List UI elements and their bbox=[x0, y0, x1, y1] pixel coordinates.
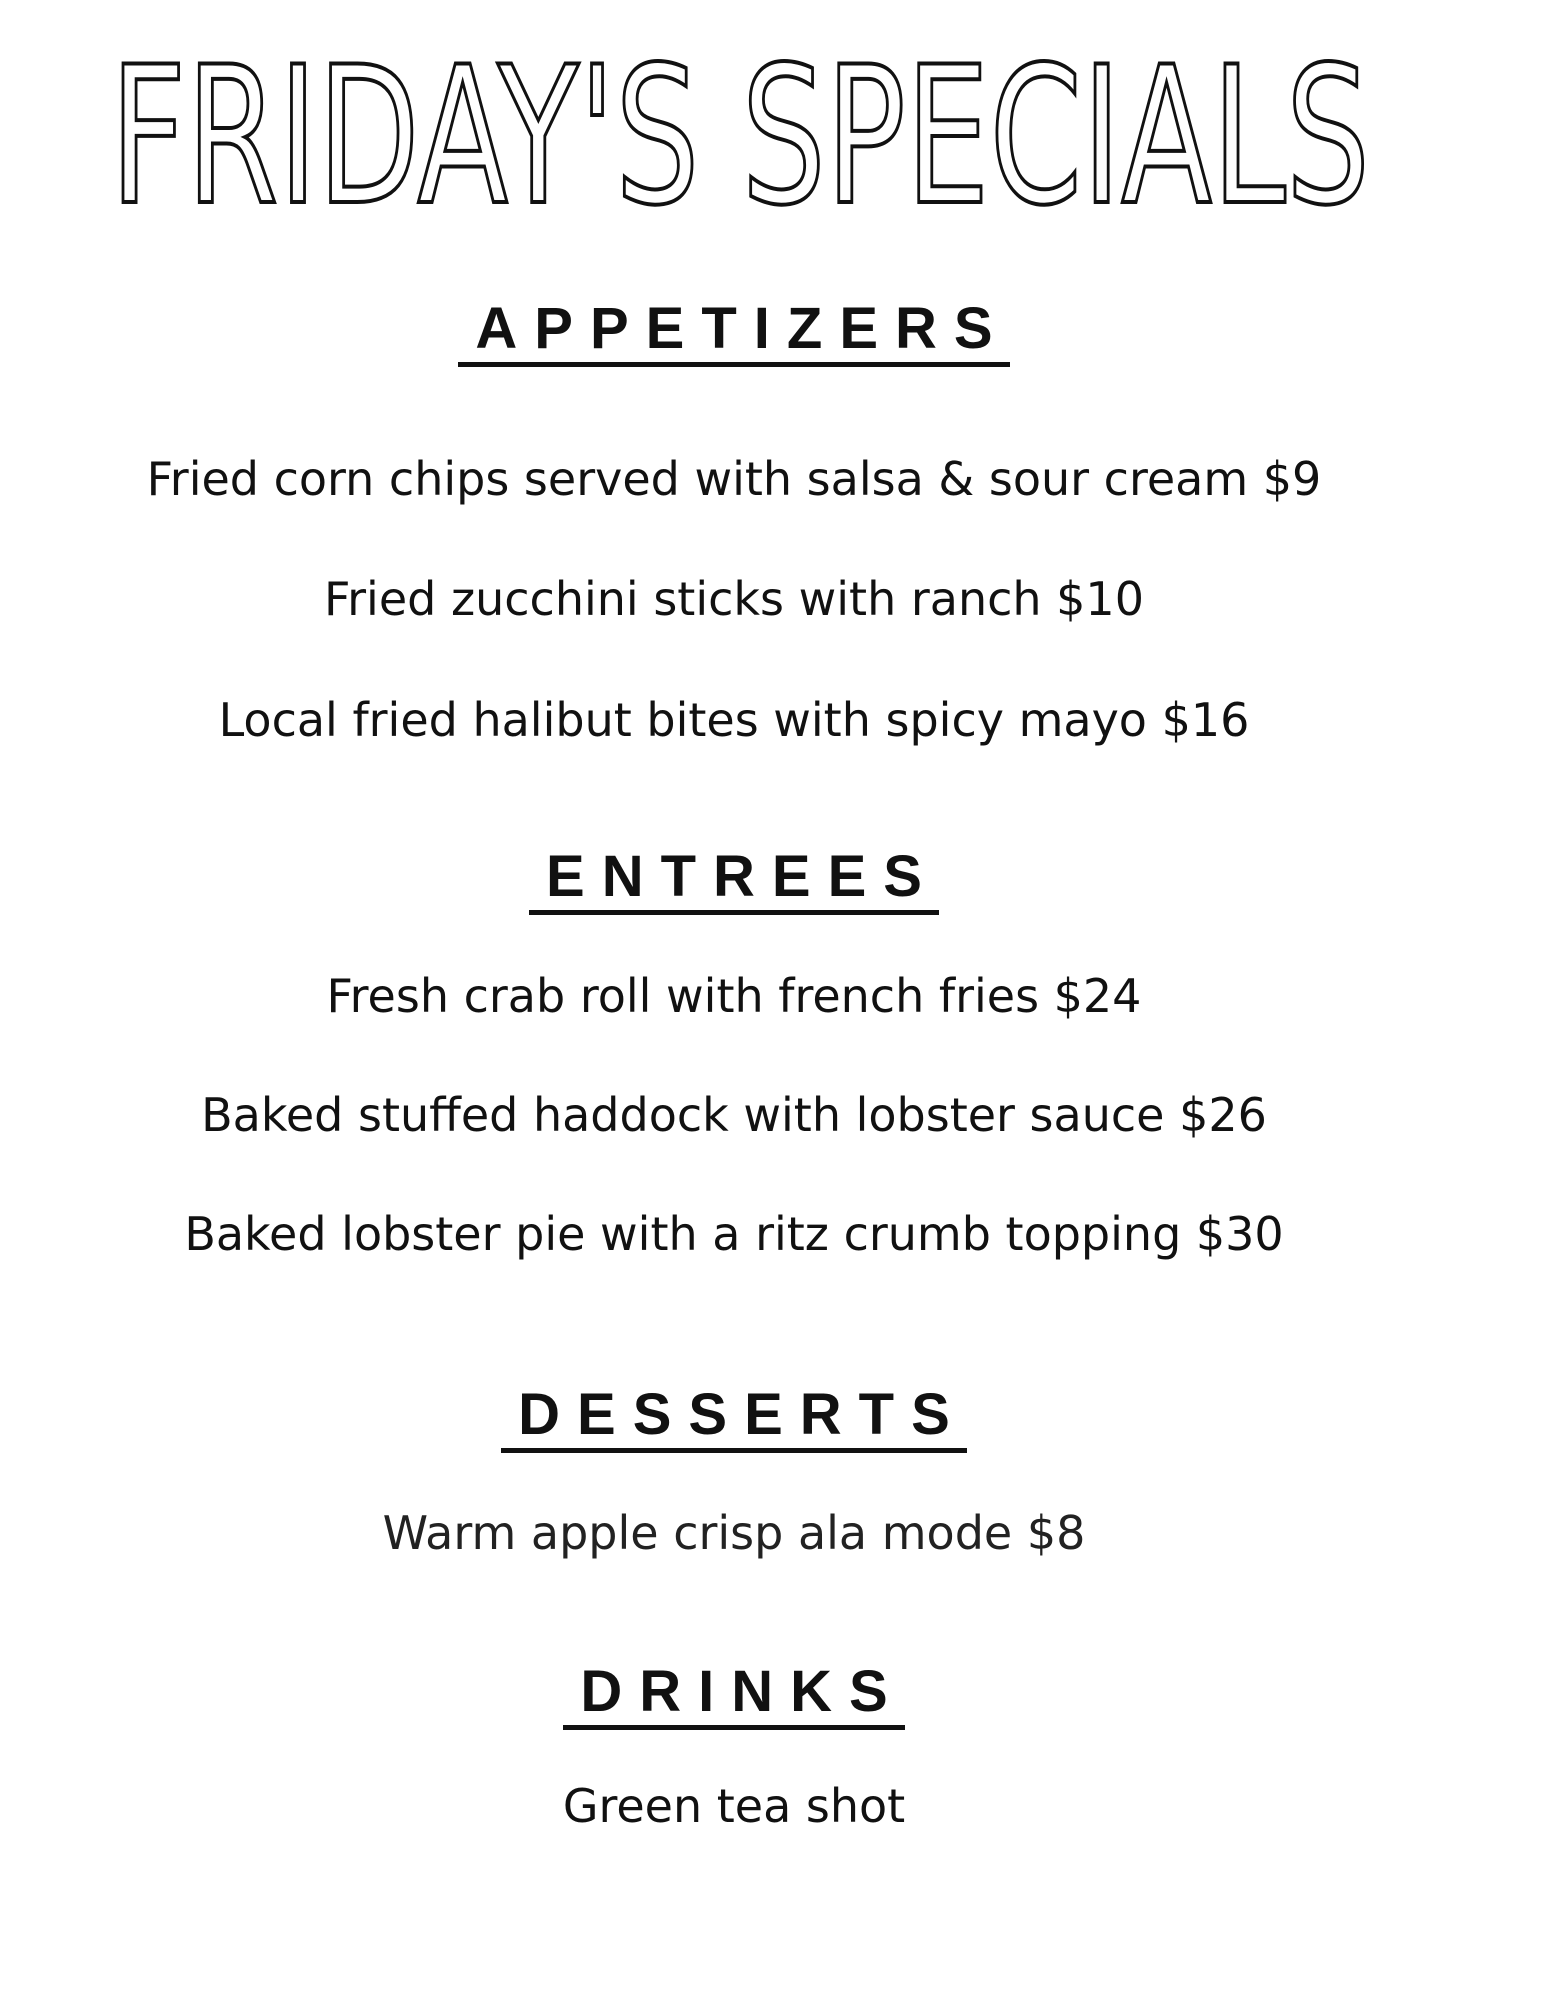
menu-item: Local fried halibut bites with spicy mayo $16 bbox=[218, 693, 1250, 747]
menu-item: Green tea shot bbox=[562, 1779, 906, 1833]
section-heading-drinks bbox=[0, 1659, 1468, 1730]
section-heading-label: ENTREES bbox=[529, 848, 939, 915]
section-heading-label: DRINKS bbox=[563, 1663, 904, 1730]
section-heading-label: APPETIZERS bbox=[458, 300, 1009, 367]
page-title bbox=[110, 30, 1370, 220]
menu-item: Warm apple crisp ala mode $8 bbox=[382, 1506, 1086, 1560]
section-heading-label: DESSERTS bbox=[501, 1386, 967, 1453]
menu-item: Fried corn chips served with salsa & sour cream $9 bbox=[146, 452, 1322, 506]
menu-item: Baked lobster pie with a ritz crumb topping $30 bbox=[184, 1207, 1284, 1261]
menu-item: Baked stuffed haddock with lobster sauce $26 bbox=[201, 1088, 1267, 1142]
page-title-text: FRIDAY'S SPECIALS bbox=[110, 30, 1370, 220]
menu-item: Fresh crab roll with french fries $24 bbox=[326, 969, 1142, 1023]
section-heading-desserts bbox=[0, 1382, 1468, 1453]
section-heading-appetizers bbox=[0, 296, 1468, 367]
menu-item: Fried zucchini sticks with ranch $10 bbox=[324, 572, 1144, 626]
section-heading-entrees bbox=[0, 844, 1468, 915]
